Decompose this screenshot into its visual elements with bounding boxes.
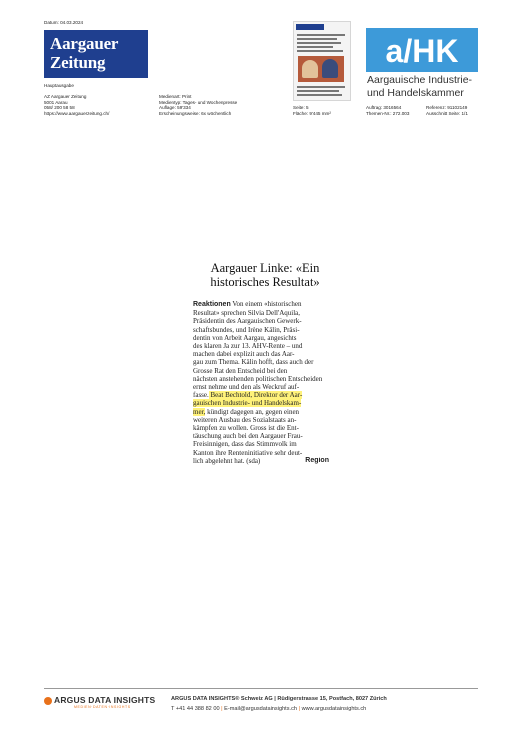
article-line [193,399,331,407]
article-line: Reaktionen Von einem «historischen [193,300,302,308]
media-info [159,94,237,116]
media-line: Erscheinungsweise: 6x wöchentlich [159,110,232,116]
argus-logo-icon [44,697,52,705]
publisher-line: AZ Aargauer Zeitung [44,94,87,99]
reference-line: Ausschnitt Seite: 1/1 [426,110,468,116]
order-line: Themen-Nr.: 272.003 [366,110,410,116]
highlighted-text: Beat Bechtold, Direktor der Aar- [208,391,303,400]
article-line: kämpfen zu wollen. Gross ist die Ent- [193,424,299,433]
page-info [293,105,331,116]
page-thumbnail [293,21,351,101]
publisher-line: 5001 Aarau [44,99,68,105]
article-line: Kanton ihre Renteninitiative sehr deut- [193,448,303,457]
media-line: Medienart: Print [159,94,192,99]
highlighted-text: gauischen Industrie- und Handelskam- [193,399,302,408]
ahk-logo-mark [366,28,478,72]
article-headline [195,261,335,289]
article-line: lich abgelehnt hat. (sda) Region [193,456,329,465]
headline-line: historisches Resultat» [210,275,320,289]
article-line: mer, kündigt dagegen an, gegen einen [193,407,300,416]
order-info [366,105,409,116]
clipping-date: Datum: 04.03.2024 [44,20,84,25]
page-line: Fläche: 9'445 mm² [293,110,331,116]
media-line: Medientyp: Tages- und Wochenpresse [159,99,238,105]
footer-website[interactable]: www.argusdatainsights.ch [301,706,367,712]
highlighted-text: mer, [193,407,206,416]
edition-label: Hauptausgabe [44,83,74,88]
article-line: schaftsbundes, und Irène Kälin, Präsi- [193,325,300,334]
publisher-info [44,94,109,116]
headline-line: Aargauer Linke: «Ein [210,261,320,275]
footer-email[interactable]: E-mail@argusdatainsights.ch [224,706,297,712]
logo-line-1: Aargauer [50,34,119,53]
argus-tagline: MEDIEN·DATEN·INSIGHTS [74,705,131,709]
article-line: gau zum Thema. Kälin hofft, dass auch der [193,358,314,367]
argus-logo [44,694,156,710]
reference-info [426,105,468,116]
reference-line: Referenz: 91102149 [426,105,468,110]
ahk-name-line-1: Aargauische Industrie- [367,74,473,86]
footer-divider [44,688,478,689]
order-line: Auftrag: 3016564 [366,105,402,110]
footer-contacts: T +41 44 388 82 00 | E-mail@argusdatainsights.ch | www.argusdatainsights.ch [171,706,367,712]
publisher-line: https://www.aargauerzeitung.ch/ [44,110,110,116]
ahk-mark-text: a/HK [385,33,459,69]
section-label: Region [305,456,329,464]
article-line: Resultat» sprechen Silvia Dell'Aquila, [193,309,301,318]
publisher-line: 058/ 200 58 58 [44,105,75,111]
article-line: ernst nehme und den als Weckruf auf- [193,383,300,392]
article-line: Präsidentin des Aargauischen Gewerk- [193,317,302,326]
media-line: Auflage: 59'334 [159,105,191,111]
logo-line-2: Zeitung [50,53,106,72]
argus-brand: ARGUS DATA INSIGHTS [54,695,156,705]
article-line: Freisinnigen, dass das Stimmvolk im [193,440,297,449]
article-line: täuschung auch bei den Aargauer Frau- [193,432,303,441]
article-line: dentin von Arbeit Aargau, angesichts [193,333,297,342]
page-line: Seite: 5 [293,105,309,110]
article-line: machen dabei explizit auch das Aar- [193,350,295,359]
article-line: Grosse Rat den Entscheid bei den [193,366,288,375]
ahk-name-line-2: und Handelskammer [367,87,464,99]
aargauer-zeitung-logo [44,30,148,78]
footer-company: ARGUS DATA INSIGHTS® Schweiz AG | Rüdigerstrasse 15, Postfach, 8027 Zürich [171,696,387,702]
article-line: nächsten anstehenden politischen Entscheiden [193,374,323,383]
article-lead: Reaktionen [193,301,231,308]
article-line: fasse. Beat Bechtold, Direktor der Aar- [193,391,303,400]
footer-phone: T +41 44 388 82 00 [171,706,220,712]
article-line: weiteren Ausbau des Sozialstaats an- [193,415,297,424]
article-line: des klaren Ja zur 13. AHV-Rente – und [193,342,303,351]
article-body [193,300,331,465]
